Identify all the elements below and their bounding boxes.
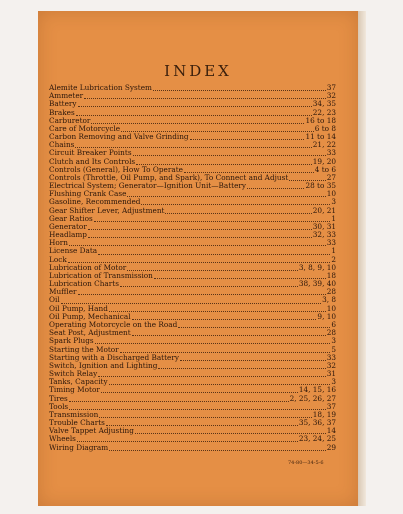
leader-dots bbox=[135, 428, 326, 434]
index-entry bbox=[49, 444, 336, 452]
entry-label: Tires bbox=[49, 393, 68, 403]
leader-dots bbox=[109, 445, 326, 451]
entry-label: Transmission bbox=[49, 409, 99, 419]
entry-label: Lock bbox=[49, 254, 67, 264]
entry-page-number: 3 bbox=[331, 336, 336, 346]
leader-dots bbox=[76, 110, 312, 116]
index-entry bbox=[49, 133, 336, 141]
entry-label: Controls (Throttle, Oil Pump, and Spark), To Connect and Adjust bbox=[49, 172, 289, 182]
entry-page-number: 16 to 18 bbox=[305, 115, 336, 125]
entry-label: Seat Post, Adjustment bbox=[49, 328, 131, 338]
index-entry bbox=[49, 100, 336, 108]
entry-label: Spark Plugs bbox=[49, 336, 94, 346]
leader-dots bbox=[69, 404, 326, 410]
entry-label: Trouble Charts bbox=[49, 418, 105, 428]
entry-label: Brakes bbox=[49, 107, 75, 117]
leader-dots bbox=[69, 240, 326, 246]
leader-dots bbox=[180, 355, 326, 361]
entry-label: Gasoline, Recommended bbox=[49, 197, 141, 207]
entry-label: Timing Motor bbox=[49, 385, 100, 395]
index-entry bbox=[49, 223, 336, 231]
entry-label: Gear Ratios bbox=[49, 213, 93, 223]
index-page bbox=[38, 11, 358, 506]
leader-dots bbox=[127, 191, 325, 197]
leader-dots bbox=[132, 314, 317, 320]
entry-page-number: 32, 33 bbox=[312, 230, 336, 240]
entry-page-number: 20, 21 bbox=[312, 205, 336, 215]
entry-label: Switch, Ignition and Lighting bbox=[49, 360, 158, 370]
entry-page-number: 37 bbox=[326, 83, 336, 92]
entry-page-number: 18, 19 bbox=[312, 409, 336, 419]
leader-dots bbox=[77, 436, 298, 442]
entry-page-number: 9, 10 bbox=[317, 311, 336, 321]
entry-label: Starting with a Discharged Battery bbox=[49, 352, 179, 362]
entry-label: Oil bbox=[49, 295, 60, 305]
entry-page-number: 14 bbox=[326, 426, 336, 436]
entry-page-number: 33 bbox=[326, 238, 336, 248]
leader-dots bbox=[88, 224, 312, 230]
entry-label: Horn bbox=[49, 238, 68, 248]
leader-dots bbox=[95, 338, 331, 344]
entry-page-number: 33 bbox=[326, 148, 336, 158]
entry-page-number: 35, 36, 37 bbox=[298, 418, 336, 428]
entry-label: Wiring Diagram bbox=[49, 442, 109, 452]
entry-page-number: 2 bbox=[331, 254, 336, 264]
leader-dots bbox=[88, 232, 312, 238]
entry-page-number: 11 to 14 bbox=[305, 132, 336, 142]
leader-dots bbox=[61, 298, 321, 304]
leader-dots bbox=[69, 396, 289, 402]
entry-label: Valve Tappet Adjusting bbox=[49, 426, 134, 436]
entry-page-number: 28 bbox=[326, 287, 336, 297]
entry-page-number: 22, 23 bbox=[312, 107, 336, 117]
index-entry bbox=[49, 215, 336, 223]
entry-page-number: 3 bbox=[331, 377, 336, 387]
leader-dots bbox=[132, 330, 326, 336]
entry-label: Muffler bbox=[49, 287, 77, 297]
leader-dots bbox=[165, 208, 311, 214]
leader-dots bbox=[121, 126, 314, 132]
entry-page-number: 21, 22 bbox=[312, 140, 336, 150]
entry-page-number: 19, 20 bbox=[312, 156, 336, 166]
leader-dots bbox=[99, 412, 311, 418]
entry-page-number: 28 to 35 bbox=[305, 181, 336, 191]
entry-page-number: 10 bbox=[326, 189, 336, 199]
leader-dots bbox=[184, 167, 314, 173]
index-entry bbox=[49, 84, 336, 92]
leader-dots bbox=[98, 249, 330, 255]
leader-dots bbox=[78, 289, 326, 295]
leader-dots bbox=[136, 159, 312, 165]
index-list bbox=[49, 84, 336, 452]
entry-label: Battery bbox=[49, 99, 77, 109]
leader-dots bbox=[153, 85, 326, 91]
leader-dots bbox=[154, 273, 326, 279]
leader-dots bbox=[91, 118, 304, 124]
leader-dots bbox=[120, 281, 298, 287]
entry-label: Starting the Motor bbox=[49, 344, 119, 354]
leader-dots bbox=[68, 257, 331, 263]
entry-page-number: 6 to 8 bbox=[314, 123, 336, 133]
entry-label: Lubrication of Motor bbox=[49, 262, 127, 272]
index-entry bbox=[49, 109, 336, 117]
entry-label: Electrical System; Generator—Ignition Unit—Battery bbox=[49, 181, 247, 191]
leader-dots bbox=[98, 371, 325, 377]
leader-dots bbox=[94, 216, 331, 222]
entry-page-number: 3, 8 bbox=[322, 295, 336, 305]
entry-page-number: 1 bbox=[331, 246, 336, 256]
index-entry bbox=[49, 395, 336, 403]
entry-label: Tanks, Capacity bbox=[49, 377, 108, 387]
entry-page-number: 32 bbox=[326, 360, 336, 370]
entry-page-number: 6 bbox=[331, 319, 336, 329]
leader-dots bbox=[158, 363, 325, 369]
entry-label: Oil Pump, Mechanical bbox=[49, 311, 131, 321]
entry-label: Chains bbox=[49, 140, 75, 150]
entry-page-number: 4 to 6 bbox=[314, 164, 336, 174]
entry-label: Flushing Crank Case bbox=[49, 189, 127, 199]
leader-dots bbox=[133, 150, 326, 156]
entry-page-number: 27 bbox=[326, 172, 336, 182]
entry-label: Wheels bbox=[49, 434, 76, 444]
leader-dots bbox=[141, 199, 330, 205]
entry-label: Alemite Lubrication System bbox=[49, 83, 152, 92]
index-entry bbox=[49, 231, 336, 239]
leader-dots bbox=[190, 134, 305, 140]
entry-page-number: 1 bbox=[331, 213, 336, 223]
print-code: 74-80—34-5-6 bbox=[288, 460, 324, 466]
entry-label: Tools bbox=[49, 401, 69, 411]
entry-label: Carburetor bbox=[49, 115, 91, 125]
entry-label: License Data bbox=[49, 246, 98, 256]
leader-dots bbox=[75, 142, 311, 148]
entry-page-number: 31 bbox=[326, 369, 336, 379]
entry-label: Lubrication of Transmission bbox=[49, 270, 153, 280]
index-entry bbox=[49, 280, 336, 288]
leader-dots bbox=[109, 379, 331, 385]
leader-dots bbox=[289, 175, 325, 181]
entry-page-number: 33 bbox=[326, 352, 336, 362]
entry-label: Controls (General), How To Operate bbox=[49, 164, 183, 174]
leader-dots bbox=[120, 347, 331, 353]
entry-page-number: 18 bbox=[326, 270, 336, 280]
entry-label: Circuit Breaker Points bbox=[49, 148, 132, 158]
leader-dots bbox=[84, 93, 326, 99]
leader-dots bbox=[106, 420, 298, 426]
index-entry bbox=[49, 427, 336, 435]
entry-page-number: 3, 8, 9, 10 bbox=[298, 262, 336, 272]
entry-page-number: 30, 31 bbox=[312, 221, 336, 231]
index-entry bbox=[49, 247, 336, 255]
entry-label: Operating Motorcycle on the Road bbox=[49, 319, 178, 329]
entry-page-number: 3 bbox=[331, 197, 336, 207]
entry-label: Oil Pump, Hand bbox=[49, 303, 108, 313]
entry-label: Care of Motorcycle bbox=[49, 123, 121, 133]
entry-label: Lubrication Charts bbox=[49, 279, 119, 289]
entry-page-number: 34, 35 bbox=[312, 99, 336, 109]
entry-page-number: 29 bbox=[326, 442, 336, 452]
entry-page-number: 37 bbox=[326, 401, 336, 411]
entry-label: Headlamp bbox=[49, 230, 87, 240]
entry-page-number: 28 bbox=[326, 328, 336, 338]
leader-dots bbox=[127, 265, 298, 271]
entry-page-number: 10 bbox=[326, 303, 336, 313]
leader-dots bbox=[109, 306, 326, 312]
index-entry bbox=[49, 288, 336, 296]
entry-label: Switch Relay bbox=[49, 369, 98, 379]
entry-page-number: 23, 24, 25 bbox=[298, 434, 336, 444]
entry-page-number: 5 bbox=[331, 344, 336, 354]
leader-dots bbox=[247, 183, 304, 189]
entry-label: Ammeter bbox=[49, 91, 84, 101]
page-title: INDEX bbox=[164, 62, 232, 80]
entry-page-number: 32 bbox=[326, 91, 336, 101]
entry-label: Gear Shifter Lever, Adjustment bbox=[49, 205, 165, 215]
entry-page-number: 38, 39, 40 bbox=[298, 279, 336, 289]
leader-dots bbox=[178, 322, 330, 328]
leader-dots bbox=[101, 387, 298, 393]
entry-label: Carbon Removing and Valve Grinding bbox=[49, 132, 189, 142]
index-entry bbox=[49, 92, 336, 100]
entry-page-number: 2, 25, 26, 27 bbox=[289, 393, 336, 403]
entry-label: Generator bbox=[49, 221, 87, 231]
leader-dots bbox=[78, 101, 312, 107]
entry-page-number: 14, 15, 16 bbox=[298, 385, 336, 395]
entry-label: Clutch and Its Controls bbox=[49, 156, 136, 166]
page-edge bbox=[358, 11, 366, 506]
